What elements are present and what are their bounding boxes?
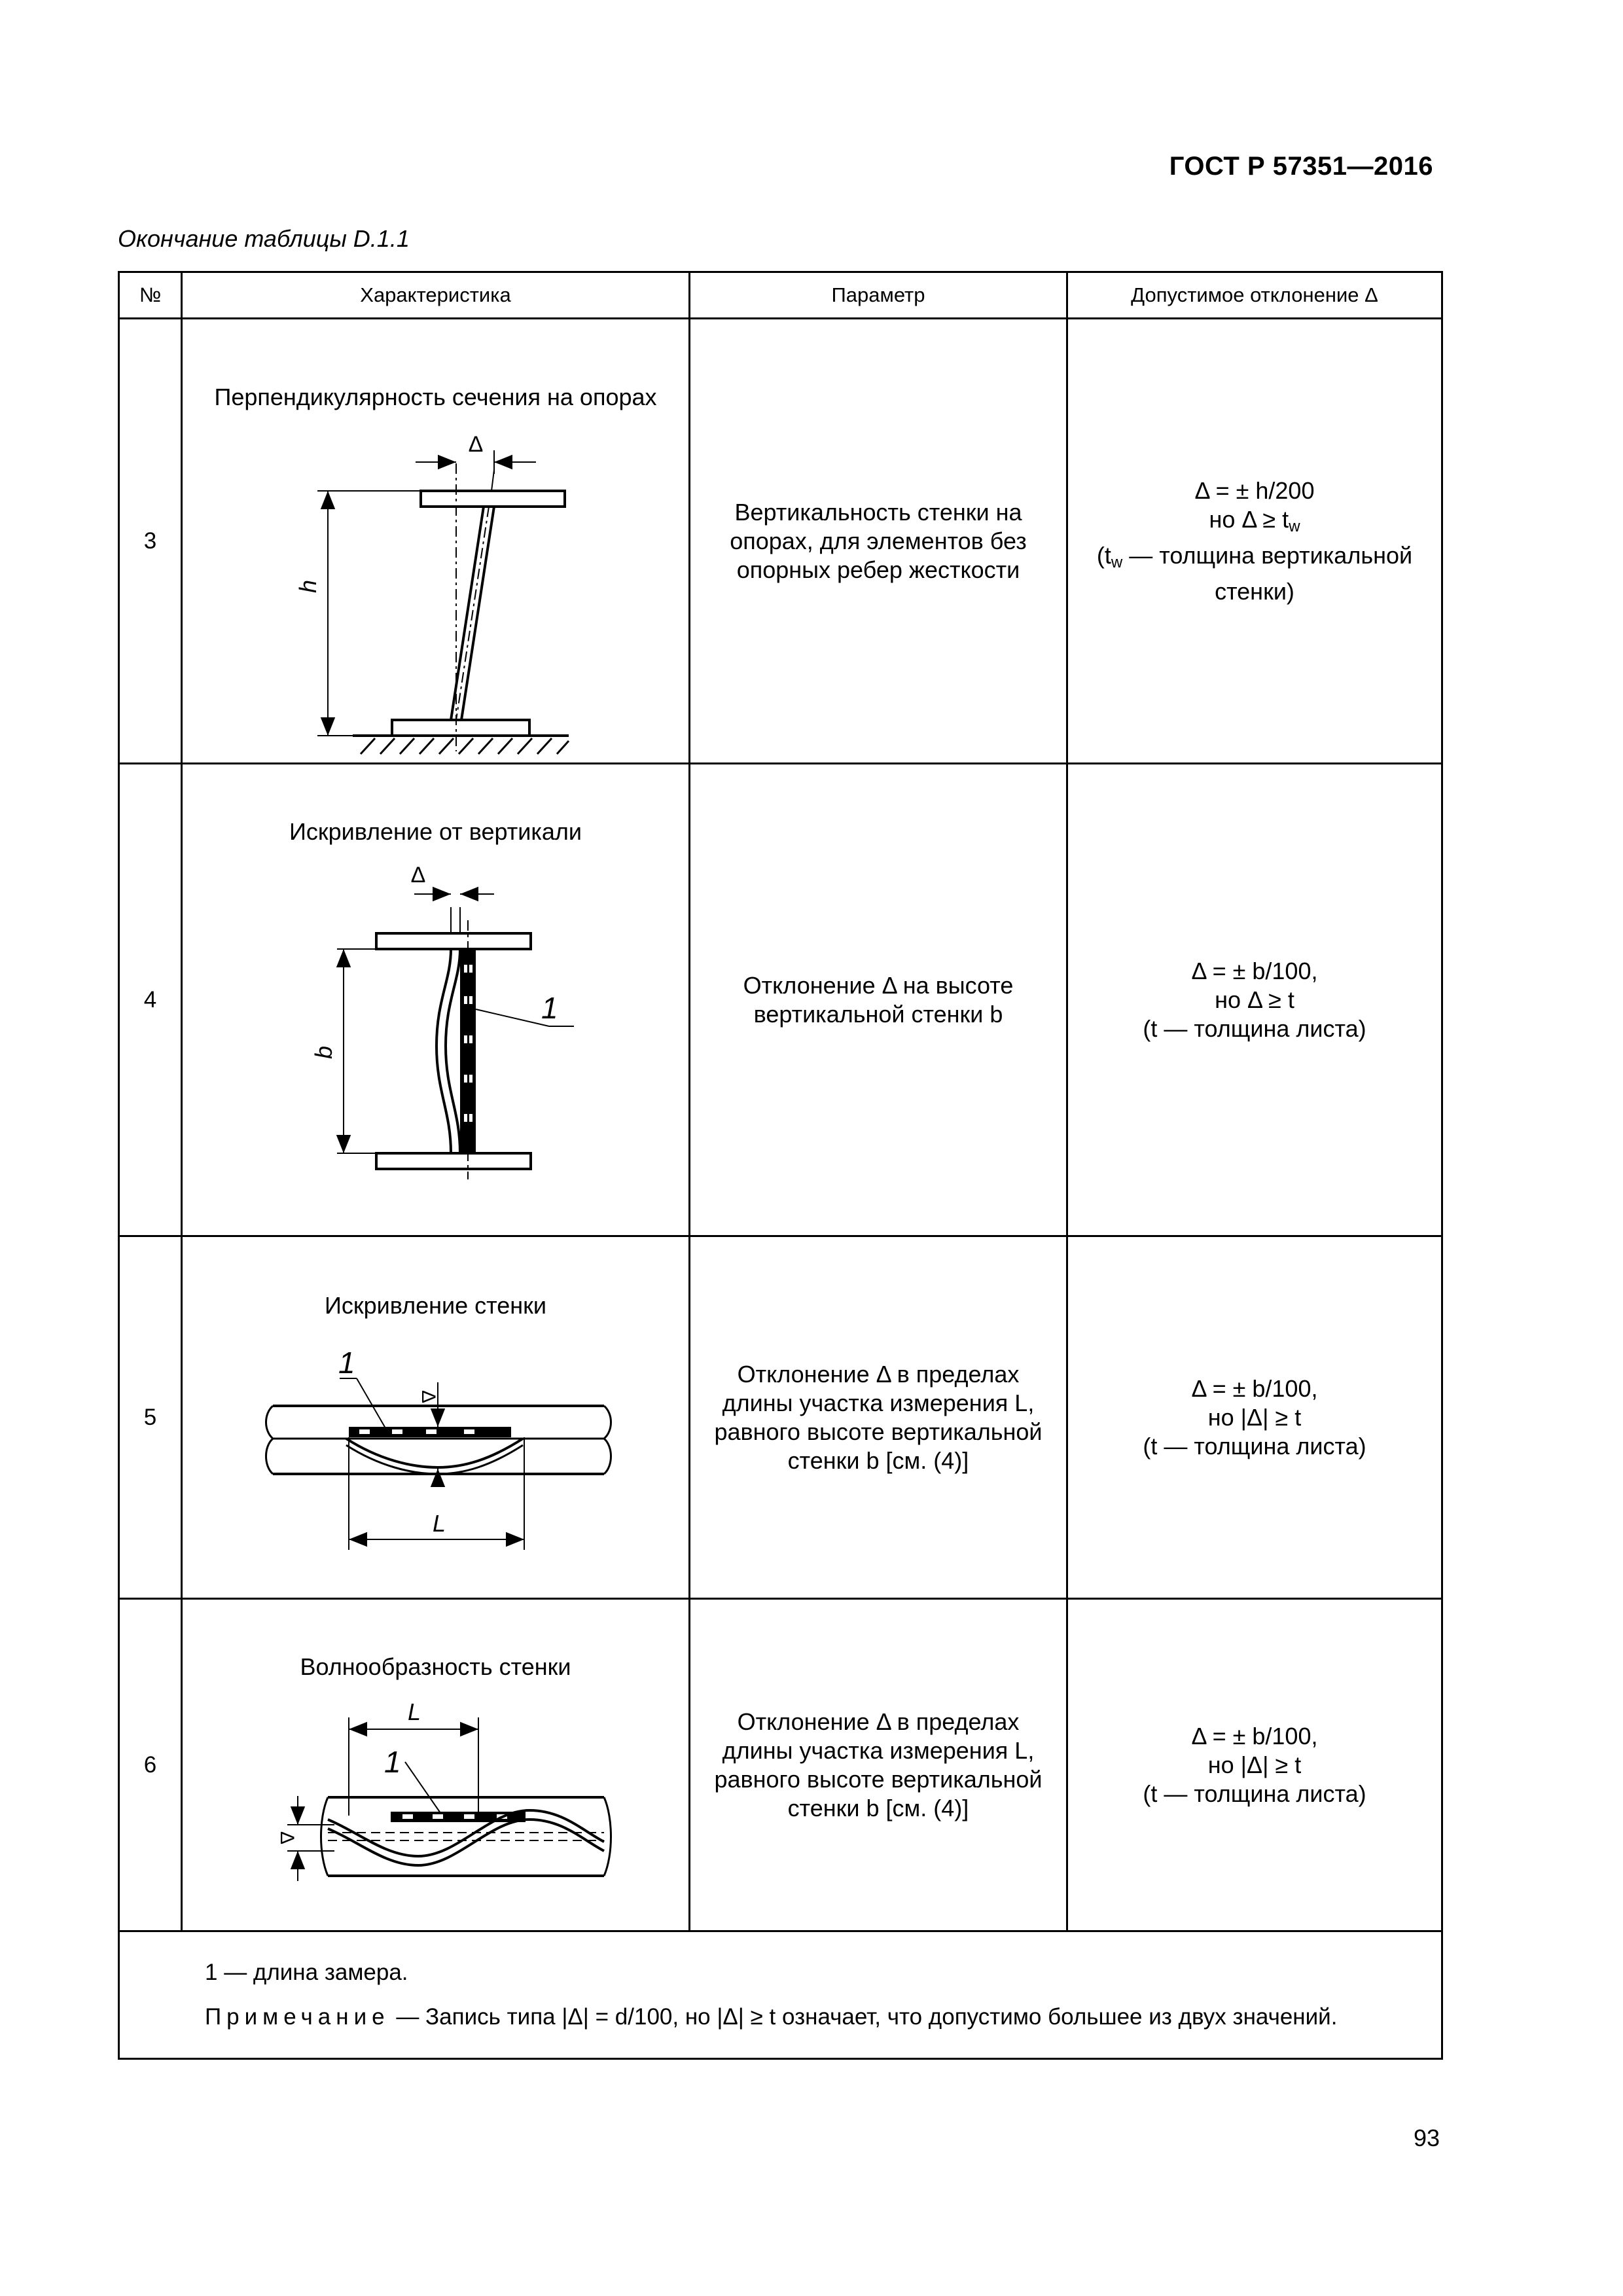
perpendicularity-diagram bbox=[183, 319, 690, 764]
item-1-label: 1 bbox=[384, 1745, 401, 1779]
notes-cell bbox=[119, 1931, 1442, 2059]
table-row bbox=[119, 319, 1442, 764]
tolerance-line: но Δ ≥ t bbox=[1215, 986, 1294, 1013]
tolerance-cell bbox=[1067, 319, 1442, 764]
tolerance-line: но |Δ| ≥ t bbox=[1207, 1751, 1302, 1778]
note-label: Примечание bbox=[205, 2004, 390, 2030]
h-label: h bbox=[294, 579, 321, 594]
diagram-cell bbox=[182, 1236, 690, 1599]
header-characteristic: Характеристика bbox=[182, 272, 690, 319]
L-label: L bbox=[432, 1510, 446, 1537]
tolerance-line: Δ = ± b/100, bbox=[1191, 957, 1318, 984]
diagram-title: Волнообразность стенки bbox=[300, 1653, 571, 1680]
tolerance-line: (t — толщина листа) bbox=[1143, 1432, 1366, 1460]
delta-label: Δ bbox=[276, 1831, 298, 1845]
parameter-cell: Отклонение Δ в пределах длины участка измерения L, равного высоте вертикальной стенки b [см. (4)] bbox=[690, 1599, 1067, 1931]
tolerance-cell bbox=[1067, 1236, 1442, 1599]
parameter-cell: Вертикальность стенки на опорах, для элементов без опорных ребер жесткости bbox=[690, 319, 1067, 764]
note-text: — Запись типа |Δ| = d/100, но |Δ| ≥ t означает, что допустимо большее из двух значений. bbox=[389, 2004, 1338, 2030]
tolerance-cell bbox=[1067, 1599, 1442, 1931]
b-label: b bbox=[310, 1045, 337, 1060]
document-id: ГОСТ Р 57351—2016 bbox=[1169, 152, 1433, 181]
tolerance-line: стенки) bbox=[1215, 577, 1294, 605]
diagram-cell bbox=[182, 1599, 690, 1931]
web-curvature-diagram bbox=[183, 1237, 690, 1600]
delta-label: Δ bbox=[410, 863, 426, 888]
header-tolerance: Допустимое отклонение Δ bbox=[1067, 272, 1442, 319]
item-1-label: 1 bbox=[338, 1346, 355, 1380]
table-row bbox=[119, 1236, 1442, 1599]
tolerance-line: (t — толщина листа) bbox=[1143, 1014, 1366, 1042]
tolerance-line: (t — толщина листа) bbox=[1143, 1780, 1366, 1807]
item-1-label: 1 bbox=[541, 991, 558, 1025]
note-line bbox=[205, 2003, 1441, 2032]
header-parameter: Параметр bbox=[690, 272, 1067, 319]
table-row bbox=[119, 1599, 1442, 1931]
row-number: 3 bbox=[119, 319, 182, 764]
table-row bbox=[119, 764, 1442, 1236]
diagram-title: Искривление стенки bbox=[325, 1292, 546, 1319]
tolerance-line: ($t_w$ — толщина вертикальной bbox=[1096, 541, 1413, 571]
row-number: 5 bbox=[119, 1236, 182, 1599]
row-number: 6 bbox=[119, 1599, 182, 1931]
parameter-cell: Отклонение Δ на высоте вертикальной стенки b bbox=[690, 764, 1067, 1236]
tolerance-line: Δ = ± b/100, bbox=[1191, 1374, 1318, 1402]
tolerance-line: Δ = ± h/200 bbox=[1194, 476, 1315, 504]
table-header-row bbox=[119, 272, 1442, 319]
parameter-cell: Отклонение Δ в пределах длины участка измерения L, равного высоте вертикальной стенки b [см. (4)] bbox=[690, 1236, 1067, 1599]
table-caption: Окончание таблицы D.1.1 bbox=[118, 225, 410, 252]
diagram-title: Перпендикулярность сечения на опорах bbox=[214, 384, 657, 410]
diagram-title: Искривление от вертикали bbox=[289, 818, 582, 845]
diagram-cell bbox=[182, 764, 690, 1236]
web-waviness-diagram bbox=[183, 1600, 690, 1932]
legend-line: 1 — длина замера. bbox=[205, 1960, 408, 1985]
L-label: L bbox=[407, 1698, 421, 1725]
row-number: 4 bbox=[119, 764, 182, 1236]
diagram-cell bbox=[182, 319, 690, 764]
delta-label: Δ bbox=[418, 1390, 439, 1404]
tolerance-line: но |Δ| ≥ t bbox=[1207, 1403, 1302, 1431]
notes-row bbox=[119, 1931, 1442, 2059]
tolerance-line: Δ = ± b/100, bbox=[1191, 1722, 1318, 1749]
page-number: 93 bbox=[1413, 2125, 1440, 2151]
delta-label: Δ bbox=[468, 432, 484, 457]
header-number: № bbox=[119, 272, 182, 319]
tolerance-cell bbox=[1067, 764, 1442, 1236]
vertical-curvature-diagram bbox=[183, 764, 690, 1237]
tolerance-table bbox=[118, 271, 1443, 2060]
tolerance-line: но $\Delta \ge t_w$ bbox=[1209, 505, 1300, 535]
